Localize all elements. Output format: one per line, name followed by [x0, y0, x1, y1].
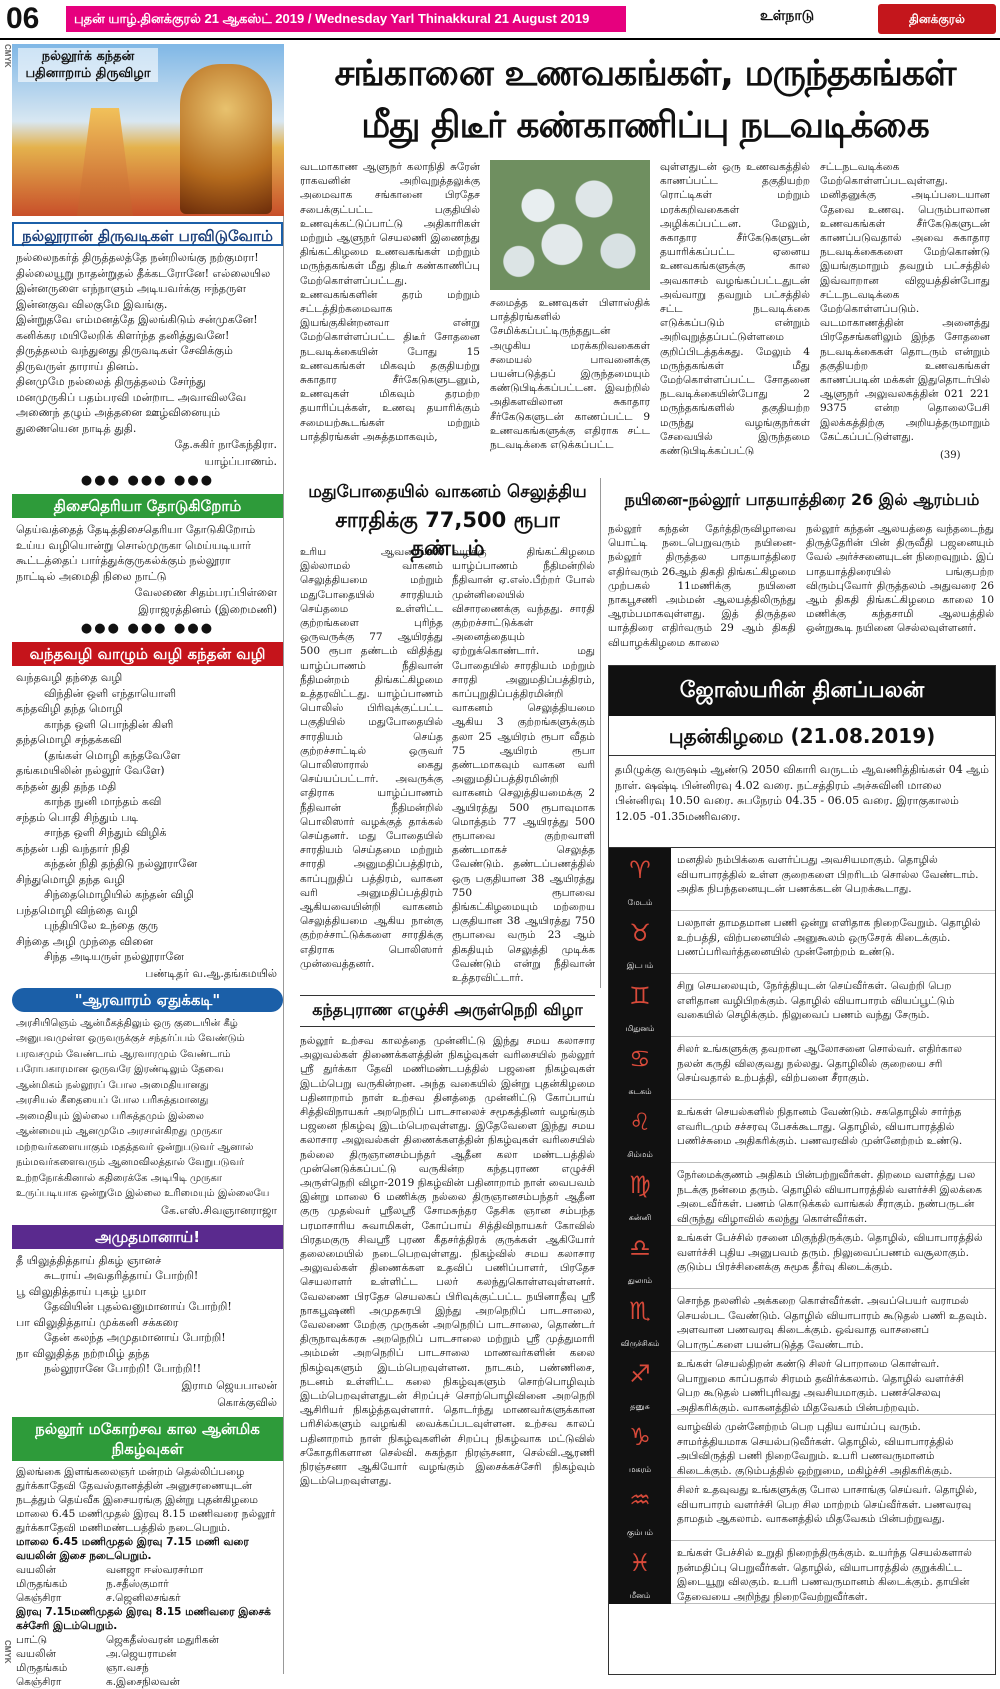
poem-line: திருவருள் தாராய் தினம்.	[16, 359, 139, 373]
zodiac-forecast: பலநாள் தாமதமான பணி ஒன்று எளிதாக நிறைவேறும். தொழில் உற்பத்தி, விற்பனையில் அனுகூலம் ஒருசேரக் கிடைக்கும். பணப்பரிவர்த்தனையில் முன்னேற்றம் உண்டு.	[677, 917, 981, 958]
zodiac-row	[609, 974, 995, 1037]
poem2-title: திசைதெரியா தோடுகிறோம்	[12, 494, 283, 518]
zodiac-row	[609, 1226, 995, 1289]
astrology-intro: தமிழுக்கு வருஷம் ஆண்டு 2050 விகாரி வருடம் ஆவணித்திங்கள் 04 ஆம் நாள். ஷஷ்டி பின்னிரவு 4.02 வரை. நட்சத்திரம் அச்சுவினி மாலை பின்னிரவு 10.50 வரை. சுபநேரம் 04.35 - 06.05 வரை. இராகுகாலம் 12.05 -01.35மணிவரை.	[609, 756, 995, 848]
poem-line: பரோபகாரமான ஒருவரே இரண்டிலும் தேவை	[16, 1064, 224, 1075]
poem3-author: பண்டிதர் வ.ஆ.தங்கமயில்	[145, 966, 277, 980]
zodiac-row	[609, 1037, 995, 1100]
poem-line: பரவசமும் வேண்டாம் ஆரவாரமும் வேண்டாம்	[16, 1048, 231, 1060]
poem-line: நாட்டில் அமைதி நிலை நாட்டு	[16, 569, 167, 583]
events-title: நல்லூர் மகோற்சவ கால ஆன்மிக நிகழ்வுகள்	[12, 1417, 283, 1461]
zodiac-sign-icon	[609, 1352, 671, 1415]
poem3-title: வந்தவழி வாழும் வழி கந்தன் வழி	[12, 642, 283, 666]
poem-line: தங்கமயிலின் நல்லூர் வேளே)	[16, 764, 165, 777]
performer-name: க.இசைநிலவன்	[106, 1675, 180, 1688]
poem-line: சிந்தைமொழியில் கந்தன் விழி	[44, 888, 194, 901]
story2-col1: உரிய ஆவணங்கள் இல்லாமல் வாகனம் செலுத்தியமை மற்றும் மதுபோதையில் சாரதியம் செய்தமை உள்ளிட்ட குற்றங்களை புரிந்த ஒருவருக்கு 77 ஆயிரத்து 500 ரூபா தண்டம் விதித்து யாழ்ப்பாணம் நீதிவான் நீதிமன்றம் திங்கட்கிழமை உத்தரவிட்டது. யாழ்ப்பாணம் பொலிஸ் பிரிவுக்குட்பட்ட பகுதியில் மதுபோதையில் சாரதியம் செய்த குற்றச்சாட்டில் ஒருவர் பொலிஸாரால் கைது செய்யப்பட்டார். அவருக்கு எதிராக யாழ்ப்பாணம் நீதிவான் நீதிமன்றில் பொலிஸார் வழக்குத் தாக்கல் செய்தனர். மது போதையில் சாரதியம் செய்தமை மற்றும் சாரதி அனுமதிப்பத்திரம், காப்புறுதிப் பத்திரம், வாகன வரி அனுமதிப்பத்திரம் ஆகியவையின்றி வாகனம் செலுத்தியமை ஆகிய நான்கு குற்றச்சாட்டுக்களை சாரதிக்கு எதிராக பொலிஸார் முன்வைத்தனர்.	[300, 546, 443, 970]
zodiac-forecast: வாழ்வில் முன்னேற்றம் பெற புதிய வாய்ப்பு வரும். சாமர்த்தியமாக செயல்படுவீர்கள். தொழில், வியாபாரத்தில் அபிவிருத்தி பணி நிறைவேறும். உபரி பணவருமானம் கிடைக்கும். குடும்பத்தில் ஒற்றுமை, மகிழ்ச்சி அதிகரிக்கும்.	[677, 1421, 954, 1477]
poem1-author: தே.சுகிர் நாகேந்திரா.	[174, 438, 277, 451]
poem-line: அமைதியும் இல்லை பரிசுத்தமும் இல்லை	[16, 1110, 204, 1122]
zodiac-sign-icon	[609, 1478, 671, 1541]
zodiac-forecast: உங்கள் செயல்திறன் கண்டு சிலர் பொறாமை கொள்வர். பொறுமை காப்பதால் சிரமம் தவிர்க்கலாம். தொழில் வளர்ச்சி பெற கூடுதல் பணிபுரிவது அவசியமாகும். பணச்செலவு அதிகரிக்கும். வாகனத்தில் மிதவேகம் பின்பற்றவும்.	[677, 1358, 965, 1414]
poem-line: இன்றுதவே எம்மனத்தே இலங்கிடும் சன்முகனே!	[16, 313, 258, 326]
astrology-title: ஜோஸ்யரின் தினப்பலன்	[609, 666, 995, 716]
separator-stars: ●●● ●●● ●●●	[80, 473, 215, 488]
zodiac-forecast: சிறு செயலையும், நேர்த்தியுடன் செய்வீர்கள். வெற்றி பெற எளிதான வழிபிறக்கும். தொழில் வியாபாரம் வியப்பூட்டும் வகையில் செழிக்கும். நிலுவைப் பணம் வந்து சேரும்.	[677, 980, 955, 1021]
zodiac-glyph: ♒	[629, 1486, 651, 1514]
poem4-title: "ஆரவாரம் ஏதுக்கடி"	[12, 988, 283, 1012]
poem3-body	[12, 670, 283, 965]
lead-headline-line1: சங்கானை உணவகங்கள், மருந்தகங்கள்	[334, 53, 956, 94]
poem-line: கந்தவிழி தந்த மொழி	[16, 702, 123, 715]
story3-headline: நயினை-நல்லூர் பாதயாத்திரை 26 இல் ஆரம்பம்	[624, 490, 980, 509]
zodiac-sign-icon	[609, 1541, 671, 1604]
zodiac-row	[609, 848, 995, 911]
deity-image	[180, 64, 272, 214]
lead-col4: சட்டநடவடிக்கை மேற்கொள்ளப்படவுள்ளது. மனிதனுக்கு அடிப்படையான தேவை உணவு. பெரும்பாலான உணவகங்கள் சீர்கேடுகளுடன் காணப்படுவதால் அவை சுகாதார நடவடிக்கைகளை மேற்கொண்டு இயங்குமாறும் தவறும் பட்சத்தில் இவ்வாறான விஜயத்தின்போது சட்டநடவடிக்கை மேற்கொள்ளப்படும். வடமாகாணத்தின் அனைத்து பிரதேசங்களிலும் இந்த சோதனை நடவடிக்கைகள் தொடரும் என்றும் தகுதியற்ற உணவகங்கள் காணப்படின் மக்கள் இதுதொடர்பில் ஆளுநர் அலுவலகத்தின் 021 221 9375 என்ற தொலைபேசி இலக்கத்திற்கு அறியத்தருமாறும் கேட்கப்பட்டுள்ளது.	[820, 161, 990, 443]
poem-line: பூ விலுதித்தாய் புகழ் பூமா	[16, 1284, 147, 1298]
vegetables-photo	[490, 160, 650, 290]
zodiac-sign-icon	[609, 1163, 671, 1226]
poem-line: சந்தம் பொதி சிந்தும் படி	[16, 810, 139, 824]
lead-headline-line2: மீது திடீர் கண்காணிப்பு நடவடிக்கை	[361, 105, 929, 146]
newspaper-logo: தினக்குரல்	[878, 4, 996, 34]
zodiac-glyph: ♓	[629, 1549, 651, 1577]
events-schedule	[12, 1465, 283, 1689]
astrology-date: புதன்கிழமை (21.08.2019)	[609, 716, 995, 756]
poem-line: புந்தியிலே உந்தை குரு	[44, 919, 158, 932]
performer-row	[16, 1675, 279, 1689]
left-column	[12, 44, 284, 1688]
poem1-body	[12, 250, 283, 436]
performer-name: ஜெகதீஸ்வரன் மதுரிகன்	[106, 1633, 219, 1646]
lead-reference: (39)	[940, 450, 961, 461]
zodiac-name: மிதுனம்	[625, 1024, 655, 1033]
slot2-title: இரவு 7.15மணிமுதல் இரவு 8.15 மணிவரை இசைக் கச்சேரி இடம்பெறும்.	[16, 1605, 271, 1632]
zodiac-glyph: ♌	[629, 1108, 651, 1136]
poem-line: தினமுமே நல்லைத் திருத்தலம் சேர்ந்து	[16, 375, 206, 388]
poem-line: கந்தன் துதி தந்த மதி	[16, 779, 117, 793]
performer-row	[16, 1563, 279, 1577]
events-intro: இலங்கை இளங்கலைஞர் மன்றம் தெல்லிப்பழை துர்க்காதேவி தேவஸ்தானத்தின் அனுசரணையுடன் நடத்தும் தெய்வீக இசையரங்கு இன்று புதன்கிழமை மாலை 6.45 மணிமுதல் இரவு 8.15 மணிவரை நல்லூர் துர்க்காதேவி மணிமண்டபத்தில் நடைபெறும்.	[16, 1465, 276, 1534]
poem-line: தீ யிலுத்தித்தாய் திகழ் ஞானச்	[16, 1253, 162, 1267]
performer-name: வனஜா ஈஸ்வரசர்மா	[106, 1563, 204, 1576]
poem-line: ஆன்மிகம் நல்லூரப் போல அமைதியானது	[16, 1079, 209, 1091]
zodiac-sign-icon	[609, 1037, 671, 1100]
performer-role: வயலின்	[16, 1563, 56, 1576]
lead-col3: வுள்ளதுடன் ஒரு உணவகத்தில் காணப்பட்ட தகுதியற்ற ரொட்டிகள் மற்றும் மரக்கறிவகைகள் அழிக்கப்பட்டன. மேலும், சுகாதார சீர்கேடுகளுடன் தயாரிக்கப்பட்ட ஏனைய உணவகங்களுக்கு கால அவகாசம் வழங்கப்பட்டதுடன் அவ்வாறு தவறும் பட்சத்தில் சட்ட நடவடிக்கை எடுக்கப்படும் என்றும் அறிவுறுத்தப்பட்டுள்ளமை குறிப்பிடத்தக்கது. மேலும் 4 மருந்தகங்கள் மீது மேற்கொள்ளப்பட்ட சோதனை நடவடிக்கையின்போது 2 மருந்தகங்களில் தகுதியற்ற மருந்து வழங்குநர்கள் சேவையில் இருந்தமை கண்டுபிடிக்கப்பட்டு	[660, 161, 810, 458]
poem-line: அரசியிஞெம் ஆன்மீகத்திலும் ஒரு குடையின் கீழ்	[16, 1017, 238, 1029]
zodiac-name: மேடம்	[627, 898, 653, 907]
zodiac-row	[609, 1352, 995, 1415]
poem-line: உய்ய வழியொன்று சொல்முருகா மெய்யடியார்	[16, 538, 251, 552]
zodiac-sign-icon	[609, 1100, 671, 1163]
poem-line: மனமுருகிப் பதம்பரவி மன்றாட அவாவிலவே	[16, 390, 247, 404]
zodiac-glyph: ♏	[629, 1297, 651, 1325]
poem-line: (தங்கள் மொழி கந்தவேளே	[44, 748, 181, 762]
poem-line: அனுபவமுள்ள ஒருவருக்குச் சந்தர்ப்பம் வேண்டும்	[16, 1033, 245, 1044]
zodiac-name: தனுசு	[630, 1402, 650, 1411]
poem-line: கந்தன் நிதி தந்திடு நல்லூரானே	[44, 857, 198, 870]
story2-col2: வழக்கு திங்கட்கிழமை யாழ்ப்பாணம் நீதிமன்றில் நீதிவான் ஏ.எஸ்.பீற்றர் போல் முன்னிலையில் விசாரணைக்கு வந்தது. சாரதி குற்றச்சாட்டுக்கள் அனைத்தையும் ஏற்றுக்கொண்டார். மது போதையில் சாரதியம் மற்றும் சாரதி அனுமதிப்பத்திரம், காப்புறுதிப்பத்திரமின்றி வாகனம் செலுத்தியமை ஆகிய 3 குற்றங்களுக்கும் தலா 25 ஆயிரம் ரூபா வீதம் 75 ஆயிரம் ரூபா தண்டமாகவும் வாகன வரி அனுமதிப்பத்திரமின்றி வாகனம் செலுத்தியமைக்கு 2 ஆயிரத்து 500 ரூபாவுமாக மொத்தம் 77 ஆயிரத்து 500 ரூபாவை குற்றவாளி தண்டமாகச் செலுத்த வேண்டும். தண்டப்பணத்தில் ஒரு பகுதியான 38 ஆயிரத்து 750 ரூபாவை திங்கட்கிழமையும் மற்றைய பகுதியான 38 ஆயிரத்து 750 ரூபாவை வரும் 23 ஆம் திகதியும் செலுத்தி முடிக்க வேண்டும் என்று நீதிவான் உத்தரவிட்டார்.	[452, 546, 595, 985]
poem4-body	[12, 1016, 283, 1202]
poem4-author: கே.எஸ்.சிவஞானராஜா	[161, 1203, 277, 1217]
zodiac-glyph: ♉	[629, 919, 651, 947]
performer-role: பாட்டு	[16, 1633, 48, 1646]
zodiac-row	[609, 1163, 995, 1226]
temple-tower-image	[70, 108, 140, 216]
story3-col1: நல்லூர் கந்தன் தேர்த்திருவிழாவை யொட்டி நடைபெறுவரும் நயினை-நல்லூர் திருத்தல பாதயாத்திரை எதிர்வரும் 26ஆம் திகதி திங்கட்கிழமை முற்பகல் 11மணிக்கு நயினை நாகபூசணி அம்மன் ஆலயத்திலிருந்து ஆரம்பமாகவுள்ளது. இத் திருத்தல யாத்திரை எதிர்வரும் 29 ஆம் திகதி வியாழக்கிழமை காலை	[608, 523, 796, 649]
performer-row	[16, 1591, 279, 1605]
poem-line: தந்தமொழி சந்தக்கவி	[16, 733, 122, 746]
performer-name: ந.சதீஸ்குமார்	[106, 1577, 169, 1590]
zodiac-forecast: சிலர் உதவுவது உங்களுக்கு போல பாசாங்கு செய்வர். தொழில், வியாபாரம் வளர்ச்சி பெற சில மாற்றம் செய்வீர்கள். பணவரவு தாமதம் ஆகலாம். வாகனத்தில் மிதவேகம் பின்பற்றுவது.	[677, 1484, 978, 1525]
page-number: 06	[6, 2, 40, 35]
poem2-author: வேலணை சிதம்பரப்பிள்ளை	[134, 586, 277, 599]
section-name: உள்நாடு	[760, 8, 815, 24]
poem-line: காந்த நுனி மாந்தம் கவி	[44, 795, 162, 808]
poem-line: பா விலுதித்தாய் முக்கனி சக்கரை	[16, 1315, 179, 1329]
zodiac-name: இடபம்	[626, 961, 654, 970]
poem1-place: யாழ்ப்பாணம்.	[204, 455, 277, 468]
story4-body: நல்லூர் உற்சவ காலத்தை முன்னிட்டு இந்து சமய கலாசார அலுவல்கள் திணைக்களத்தின் நிகழ்வுகள் வரிசையில் நல்லூர் ஸ்ரீ துர்க்கா தேவி மணிமண்டபத்தில் பஜனை நிகழ்வுகள் இடம்பெறு வருகின்றன. அந்த வகையில் இன்று புதன்கிழமை பதினாறாம் நாள் உற்சவ தினத்தை முன்னிட்டு கோப்பாய் சித்திவிநாயகர் அறநெறிப் பாடசாலைச் சமூகத்தினர் வழங்கும் பஜனை நிகழ்வு இடம்பெறவுள்ளது. இதேவேளை இந்து சமய கலாசார அலுவல்கள் திணைக்களத்தின் நிகழ்வுகள் வரிசையில் நல்லை திருஞானசம்பந்தர் ஆதீன கலா மண்டபத்தில் முன்னெடுக்கப்பட்டு வருகின்ற கந்தபுராண எழுச்சி அருள்நெறி விழா-2019 நிகழ்வின் பதினாறாம் நாள் வைபவம் இன்று மாலை 6 மணிக்கு நல்லை திருஞானசம்பந்தர் ஆதீன குரு முதல்வர் ஸ்ரீலஸ்ரீ சோமசுந்தர தேசிக ஞான சம்பந்த பரமாசாரிய சுவாமிகள், கோப்பாய் சித்திவிநாயகர் கோவில் பிரதமகுரு சிவஸ்ரீ புரண கீதசர்த்திரக் குருக்கள் ஆகியோர் தலைமையில் நடைபெறவுள்ளது. நிகழ்வில் சமய கலாசார அலுவல்கள் திணைக்கள உதவிப் பணிப்பாளர், பிரதேச செயலாளர் உள்ளிட்ட பலர் கலந்துகொள்ளவுள்ளனர். வேலணை பிரதேச செயலகப் பிரிவுக்குட்பட்ட நயினாதீவு ஸ்ரீ நாகபூஷணி அமுதசுரபி இந்து அறநெறிப் பாடசாலை, வேலணை மேற்கு முருகன் அறநெறிப் பாடசாலை, தொண்டர் திருநாவுக்கரசு அறநெறிப் பாடசாலை மற்றும் ஸ்ரீ முத்துமாரி அம்மன் அறநெறிப் பாடசாலை மாணவர்களின் கலை நிகழ்வுகளும் இடம்பெறவுள்ளன. நாடகம், பண்ணிசை, நடனம் உள்ளிட்ட கலை நிகழ்வுகளும் சொற்பொழிவும் இடம்பெறவுள்ளதுடன் சிறப்புச் சொற்பொழிவினை அறநெறி ஆசிரியர் நிகழ்த்தவுள்ளார். தொடர்ந்து மாணவர்களுக்கான பரிசில்களும் வழங்கி வைக்கப்படவுள்ளன. உற்சவ காலப் பதினாறாம் நாள் நிகழ்வுகளின் சிறப்பு நிகழ்வாக மட்டுவில் சகோதரிகளான செல்வி. சுகந்தா நிரஞ்சனா, செல்வி.ஆரணி நிரஞ்சனா ஆகியோர் வழங்கும் இசைக்கச்சேரி நிகழ்வும் இடம்பெறவுள்ளது.	[300, 1035, 595, 1488]
festival-title: நல்லூர்க் கந்தன் பதினாறாம் திருவிழா	[18, 48, 158, 82]
poem-line: உருப்படியாக ஒன்றுமே இல்லை உரிமையும் இல்லையே	[16, 1188, 270, 1199]
zodiac-sign-icon	[609, 848, 671, 911]
poem1-title: நல்லூரான் திருவடிகள் பரவிடுவோம்	[12, 222, 283, 246]
zodiac-row	[609, 1541, 995, 1604]
performer-row	[16, 1577, 279, 1591]
zodiac-glyph: ♍	[629, 1171, 651, 1199]
poem-line: இன்னகுவ விலகுமே இவங்கு.	[16, 297, 168, 311]
zodiac-glyph: ♊	[629, 982, 651, 1010]
zodiac-forecast: சொந்த நலனில் அக்கறை கொள்வீர்கள். அவப்பெயர் வராமல் செயல்பட வேண்டும். தொழில் வியாபாரம் கூடுதல் பணி உதவும். அளவான பணவரவு கிடைக்கும். ஒவ்வாத வாசனைப் பொருட்களை பயன்படுத்த வேண்டாம்.	[677, 1295, 988, 1351]
performer-role: வயலின்	[16, 1647, 56, 1660]
cmyk-mark-bottom: CMYK	[3, 1640, 12, 1664]
performer-row	[16, 1661, 279, 1675]
date-line: புதன் யாழ்.தினக்குரல் 21 ஆகஸ்ட் 2019 / Wednesday Yarl Thinakkural 21 August 2019	[66, 6, 626, 32]
zodiac-name: துலாம்	[627, 1276, 653, 1285]
zodiac-forecast: மனதில் நம்பிக்கை வளர்ப்பது அவசியமாகும். தொழில் வியாபாரத்தில் உள்ள குறைகளை பிறரிடம் சொல்ல வேண்டாம். அதிக நிபந்தனையுடன் பணக்கடன் பெறக்கூடாது.	[677, 854, 979, 895]
poem-line: தில்லையூறு நாதன்றுதல் தீக்கடரோனே! எல்லையில	[16, 266, 271, 280]
performer-row	[16, 1647, 279, 1661]
separator-stars: ●●● ●●● ●●●	[80, 621, 215, 636]
poem-line: சுடராய் அவதரித்தாய் போற்றி!	[44, 1269, 199, 1282]
poem-line: நம்மவர்களைவரும் ஆனமவிலத்தால் வேறுபடுவர்	[16, 1157, 245, 1168]
zodiac-row	[609, 1415, 995, 1478]
zodiac-name: விருச்சிகம்	[620, 1339, 660, 1348]
poem-line: காந்த ஒளி பொந்தின் கிளி	[44, 717, 174, 731]
poem5-author: இராம ஜெயபாலன்	[181, 1378, 277, 1392]
zodiac-forecast: உங்கள் பேச்சில் உறுதி நிறைந்திருக்கும். உயர்ந்த செயல்களால் நன்மதிப்பு பெறுவீர்கள். தொழில், வியாபாரத்தில் குறுக்கிட்ட இடையூறு விலகும். உபரி பணவருமானம் கிடைக்கும். தாயின் தேவையை அறிந்து நிறைவேற்றுவீர்கள்.	[677, 1547, 972, 1603]
poem-line: மற்றவர்களையாகும் மதத்தவர் ஒன்றுபடுவர் ஆனால்	[16, 1141, 254, 1153]
zodiac-sign-icon	[609, 1226, 671, 1289]
performer-row	[16, 1633, 279, 1647]
poem-line: தெய்வத்தைத் தேடித்திசைதெரியா தோடுகிறோம்	[16, 523, 256, 536]
poem-line: வந்தவழி தந்தை வழி	[16, 671, 123, 684]
story3-col2: நல்லூர் கந்தன் ஆலயத்தை வந்தடைந்து திருத்தேரின் பின் திருவீதி பஜனையும் வேல் அர்ச்சனையுடன் நிறைவுறும். இப் பாதயாத்திரையில் பங்குபற்ற விரும்புவோர் திருத்தலம் அதுவரை 26 ஆம் திகதி திங்கட்கிழமை காலை 10 மணிக்கு கந்தசாமி ஆலயத்தில் ஒன்றுகூடி நயினை செல்லவுள்ளனர்.	[806, 523, 994, 635]
slot1-title: மாலை 6.45 மணிமுதல் இரவு 7.15 மணி வரை வயலின் இசை நடைபெறும்.	[16, 1535, 249, 1562]
zodiac-name: கன்னி	[628, 1213, 652, 1222]
zodiac-glyph: ♐	[629, 1360, 651, 1388]
zodiac-glyph: ♋	[629, 1045, 651, 1073]
poem2-place: இராஜரத்தினம் (இறைமணி)	[138, 603, 277, 616]
zodiac-glyph: ♈	[629, 856, 651, 884]
poem-line: நா விலுதித்த நற்றமிழ் தந்த	[16, 1346, 150, 1360]
zodiac-sign-icon	[609, 1289, 671, 1352]
poem5-body	[12, 1253, 283, 1377]
zodiac-forecast: உங்கள் பேச்சில் ரசனை மிகுந்திருக்கும். தொழில், வியாபாரத்தில் வளர்ச்சி புதிய அனுபவம் தரும். நிலுவைப்பணம் வசூலாகும். குடும்ப பிரச்சினைக்கு சுமூக தீர்வு கிடைக்கும்.	[677, 1232, 983, 1273]
performer-role: மிருதங்கம்	[16, 1661, 68, 1674]
zodiac-name: சிம்மம்	[627, 1150, 653, 1159]
poem2-body	[12, 522, 283, 584]
poem5-place: கொக்குவில்	[217, 1395, 277, 1409]
poem-line: சாந்த ஒளி சிந்தும் விழிக்	[44, 826, 167, 839]
zodiac-name: கும்பம்	[627, 1528, 653, 1537]
performer-role: கெஞ்சிரா	[16, 1591, 62, 1604]
astrology-box	[608, 665, 996, 1675]
poem-line: கந்தன் பதி வந்தார் நிதி	[16, 841, 130, 855]
poem-line: அரசியல் கீதையைப் போல பரிசுத்தமானது	[16, 1095, 209, 1106]
performer-name: ஞா.வசந்	[106, 1661, 149, 1674]
zodiac-glyph: ♑	[629, 1423, 651, 1451]
poem-line: விந்தின் ஒளி எந்தாயொளி	[44, 686, 177, 700]
lead-col2: சமைத்த உணவுகள் பிளாஸ்திக் பாத்திரங்களில் சேமிக்கப்பட்டிருந்ததுடன் அழுகிய மரக்கறிவகைகள் சமையல் பாவனைக்கு பயன்படுத்தப் இருந்தமையும் கண்டுபிடிக்கப்பட்டன. இவற்றில் அதிகளவிலான சுகாதார சீர்கேடுகளுடன் காணப்பட்ட 9 உணவகங்களுக்கு எதிராக சட்ட நடவடிக்கை எடுக்கப்பட்ட	[490, 297, 650, 452]
poem-line: சிந்த அடியருள் நல்லூரானே	[44, 950, 184, 963]
poem-line: பந்தமொழி விந்தை வழி	[16, 903, 138, 917]
zodiac-row	[609, 1289, 995, 1352]
poem-line: துணையென நாடித் துதி.	[16, 421, 137, 435]
performer-name: ச.ஜெனிலசங்கர்	[106, 1591, 181, 1604]
zodiac-row	[609, 1100, 995, 1163]
performer-role: மிருதங்கம்	[16, 1577, 68, 1590]
performer-role: கெஞ்சிரா	[16, 1675, 62, 1688]
zodiac-list	[609, 848, 995, 1604]
zodiac-forecast: உங்கள் செயல்களில் நிதானம் வேண்டும். சகதொழில் சார்ந்த எவரிடமும் சச்சரவு பேசக்கூடாது. தொழில், வியாபாரத்தில் பணிச்சுமை அதிகரிக்கும். பணவரவில் முன்னேற்றம் உண்டு.	[677, 1106, 963, 1147]
poem-line: தேன் கலந்த அமுதமானாய் போற்றி!	[44, 1331, 226, 1344]
poem-line: அணைந் தழும் அத்தனை ஊழ்வினையும்	[16, 406, 221, 419]
zodiac-name: கடகம்	[628, 1087, 652, 1096]
poem-line: சிந்துமொழி தந்த வழி	[16, 872, 125, 886]
zodiac-row	[609, 1478, 995, 1541]
poem-line: நல்லைநகர்த் திருத்தலத்தே நன்றிலங்கு நற்குமரா!	[16, 251, 259, 264]
lead-col1: வடமாகாண ஆளுநர் கலாநிதி சுரேன் ராகவனின் அறிவுறுத்தலுக்கு அமைவாக சங்கானை பிரதேச சபைக்குட்பட்ட பகுதியில் உணவுக்கட்டுப்பாட்டு அதிகாரிகள் மற்றும் ஆளுநர் செயலணி இணைந்து திங்கட்கிழமை உணவகங்கள் மற்றும் மருந்தகங்கள் மீது திடீர் கண்காணிப்பு மேற்கொள்ளப்பட்டது. உணவகங்களின் தரம் மற்றும் சட்டத்திற்கமைவாக இயங்குகின்றனவா என்று மேற்கொள்ளப்பட்ட திடீர் சோதனை நடவடிக்கையின் போது 15 உணவகங்கள் மிகவும் தகுதியற்று சுகாதார சீர்கேடுகளுடனும், உணவுகள் மிகவும் தரமற்ற தயாரிப்புக்கள், உணவு தயாரிக்கும் சமையற்கூடங்கள் மற்றும் பாத்திரங்கள் அசுத்தமாகவும்,	[300, 161, 480, 443]
zodiac-name: மீனம்	[629, 1591, 651, 1600]
poem-line: தேவியின் புதல்வனுமானாய் போற்றி!	[44, 1300, 232, 1313]
zodiac-glyph: ♎	[629, 1234, 651, 1262]
story2-headline-line1: மதுபோதையில் வாகனம் செலுத்திய	[308, 482, 587, 502]
poem5-title: அமுதமானாய்!	[12, 1225, 283, 1249]
cmyk-mark-top: CMYK	[3, 44, 12, 68]
zodiac-row	[609, 911, 995, 974]
performer-name: அ.ஜெயராமன்	[106, 1647, 177, 1660]
zodiac-sign-icon	[609, 911, 671, 974]
poem-line: சிந்தை அழி முந்தை வினை	[16, 934, 154, 948]
zodiac-forecast: சிலர் உங்களுக்கு தவறான ஆலோசனை சொல்வர். எதிர்கால நலன் கருதி விலகுவது நல்லது. தொழிலில் குறையை சரி செய்வதால் உற்பத்தி, விற்பனை சீராகும்.	[677, 1043, 962, 1084]
poem-line: உற்றநோக்கினால் கதிரைக்கே அடிபிடி முருகா	[16, 1172, 223, 1184]
poem-line: திருத்தலம் வந்துனது திருவடிகள் சேவிக்கும்	[16, 344, 233, 357]
zodiac-sign-icon	[609, 974, 671, 1037]
zodiac-sign-icon	[609, 1415, 671, 1478]
festival-photo	[12, 44, 284, 216]
poem-line: நல்லூரானே போற்றி! போற்றி!!	[44, 1362, 202, 1375]
poem-line: கூட்டத்தைப் பார்த்துக்குருகல்க்கும் நல்லூரா	[16, 554, 231, 567]
poem-line: கனிக்கர மயிலேறிக் கிளர்ந்த தனித்துவனே!	[16, 328, 230, 342]
story4-headline: கந்தபுராண எழுச்சி அருள்நெறி விழா	[300, 995, 595, 1027]
story2-headline-line2: சாரதிக்கு 77,500 ரூபா தண்டம்	[335, 508, 560, 560]
poem-line: ஆன்மையும் ஆனமுமே அரசாள்கிறது முருகா	[16, 1126, 223, 1137]
zodiac-forecast: நேர்மைக்குணம் அதிகம் பின்பற்றுவீர்கள். திறமை வளர்த்து பல நடக்கு நன்மை தரும். தொழில் வியாபாரத்தில் வளர்ச்சி இலக்கை அடைவீர்கள். பணம் கொடுக்கல் வாங்கல் சீராகும். நண்பருடன் விருந்து விழாவில் கலந்து கொள்வீர்கள்.	[677, 1169, 982, 1225]
column-divider	[600, 478, 601, 988]
lead-headline	[300, 48, 990, 152]
page-header	[0, 0, 1000, 40]
zodiac-name: மகரம்	[628, 1465, 652, 1474]
story2-headline	[300, 478, 595, 560]
poem-line: இன்னருளை எந்நாளும் அடியவர்க்கு ஈந்தருள	[16, 282, 247, 295]
